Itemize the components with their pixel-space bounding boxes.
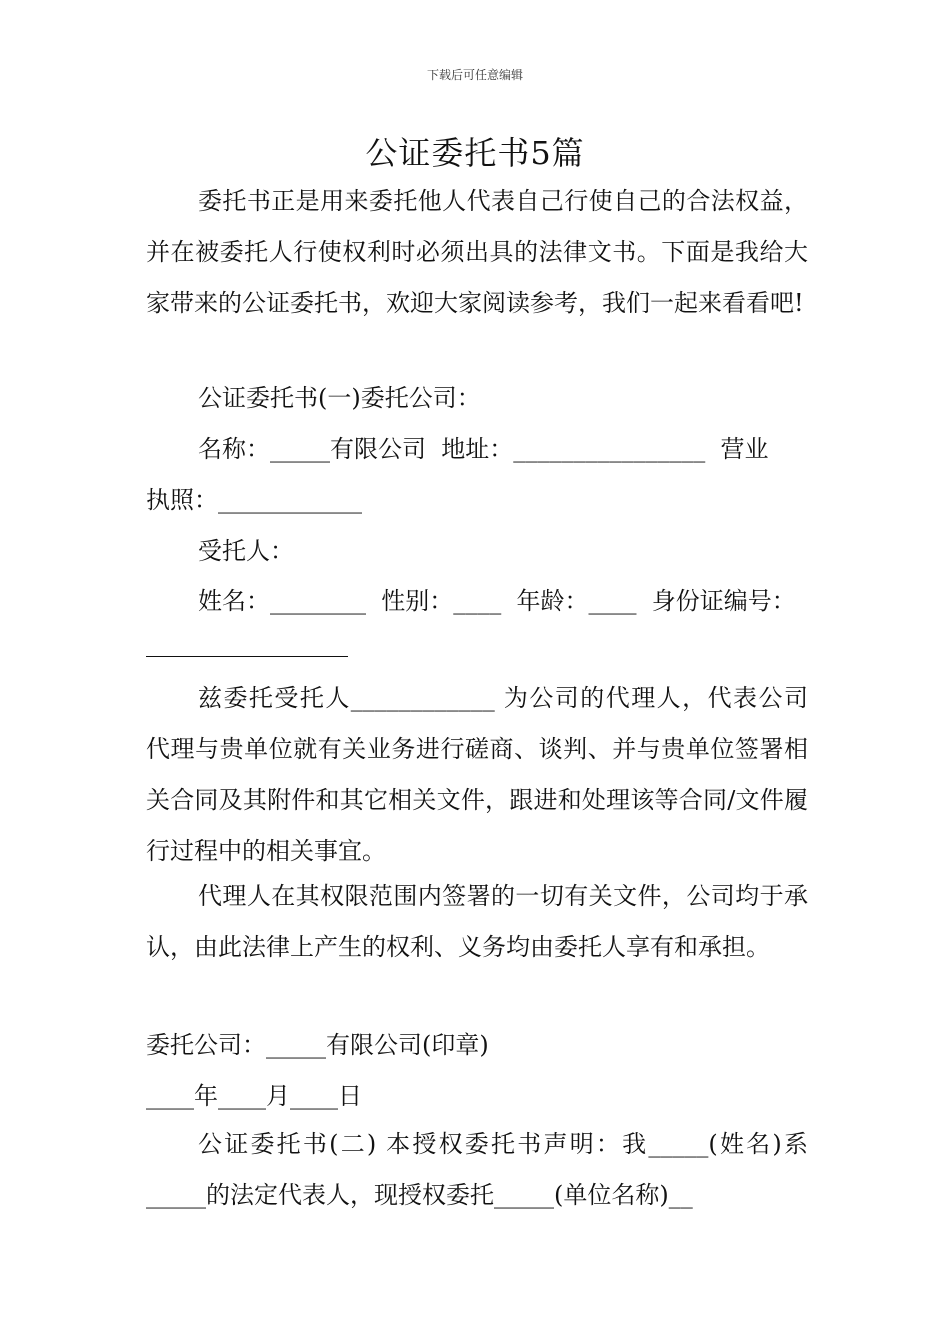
section1-heading: 公证委托书(一)委托公司：: [198, 384, 481, 412]
approval-paragraph: 代理人在其权限范围内签署的一切有关文件，公司均于承认，由此法律上产生的权利、义务均由委托人享有和承担。: [146, 882, 808, 961]
company-fields-line2: 执照：____________: [146, 486, 362, 514]
appointment-paragraph: 兹委托受托人____________ 为公司的代理人，代表公司 代理与贵单位就有关业务进行磋商、谈判、并与贵单位签署相关合同及其附件和其它相关文件，跟进和处理该等合同/文件履行过程中的相关事宜。: [146, 684, 808, 865]
id-number-blank: [146, 656, 348, 657]
signing-company: 委托公司：_____有限公司(印章): [146, 1031, 489, 1059]
header-note: 下载后可任意编辑: [426, 68, 523, 82]
document-title: 公证委托书5篇: [365, 134, 585, 172]
section2-paragraph: 公证委托书(二) 本授权委托书声明：我_____(姓名)系_____的法定代表人，现授权委托_____(单位名称)__: [146, 1130, 808, 1209]
trustee-heading: 受托人：: [198, 537, 294, 565]
company-fields-line1: 名称：_____有限公司 地址：________________ 营业: [198, 435, 769, 463]
signing-date: ____年____月____日: [146, 1082, 362, 1110]
intro-paragraph: 委托书正是用来委托他人代表自己行使自己的合法权益，并在被委托人行使权利时必须出具的法律文书。下面是我给大家带来的公证委托书，欢迎大家阅读参考，我们一起来看看吧!: [146, 187, 808, 317]
trustee-fields: 姓名：________ 性别：____ 年龄：____ 身份证编号：: [198, 587, 796, 615]
